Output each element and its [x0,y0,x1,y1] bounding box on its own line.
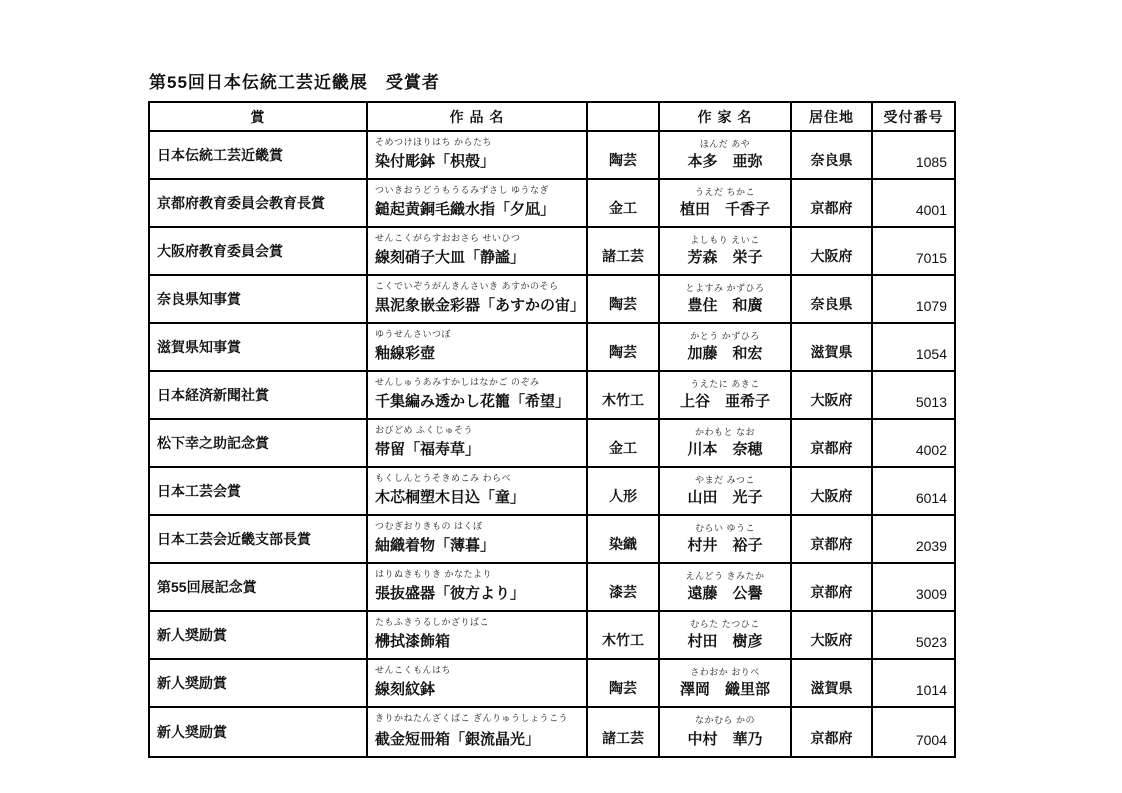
table-row [150,372,954,420]
award-cell: 大阪府教育委員会賞 [150,228,368,274]
reception-number-cell: 5023 [915,634,947,650]
award-cell: 日本経済新聞社賞 [150,372,368,418]
category-cell: 木竹工 [588,372,660,418]
award-cell: 新人奨励賞 [150,612,368,658]
residence-cell: 大阪府 [792,612,873,658]
work-title: 線刻硝子大皿「静謐」 [375,249,526,266]
reception-number-cell: 6014 [915,490,947,506]
work-title: 黒泥象嵌金彩器「あすかの宙」 [375,297,586,314]
artist-name: 村井 裕子 [687,537,763,554]
table-row [150,180,954,228]
reception-number-cell: 1014 [915,682,947,698]
artist-cell [660,372,792,418]
work-cell [368,228,588,274]
header-cell-award: 賞 [150,103,368,130]
artist-furigana: やまだ みつこ [695,475,755,485]
category-cell: 陶芸 [588,324,660,370]
category-cell: 諸工芸 [588,708,660,756]
award-cell: 新人奨励賞 [150,708,368,756]
work-furigana: そめつけほりはち からたち [375,137,493,147]
header-cell-number: 受付番号 [883,108,944,125]
category-cell: 人形 [588,468,660,514]
page-title: 第55回日本伝統工芸近畿展 受賞者 [149,73,440,92]
category-cell: 金工 [588,420,660,466]
work-cell [368,276,588,322]
reception-number-cell: 2039 [915,538,947,554]
category-cell: 木竹工 [588,612,660,658]
artist-furigana: よしもり えいこ [690,235,760,245]
award-cell: 滋賀県知事賞 [150,324,368,370]
table-row [150,708,954,756]
residence-cell: 大阪府 [792,468,873,514]
artist-cell [660,420,792,466]
reception-number-cell: 3009 [915,586,947,602]
category-cell: 金工 [588,180,660,226]
residence-cell: 京都府 [792,180,873,226]
artist-name: 川本 奈穂 [687,441,763,458]
work-furigana: おびどめ ふくじゅそう [375,425,474,435]
reception-number-cell: 1085 [915,154,947,170]
work-title: 釉線彩壺 [375,345,436,362]
table-row [150,276,954,324]
artist-furigana: さわおか おりべ [690,667,760,677]
residence-cell: 京都府 [792,708,873,756]
work-title: 帯留「福寿草」 [375,441,481,458]
residence-cell: 大阪府 [792,228,873,274]
work-title: 線刻紋鉢 [375,681,436,698]
artist-name: 中村 華乃 [687,731,763,748]
artist-cell [660,708,792,756]
artist-cell [660,132,792,178]
artist-furigana: えんどう きみたか [685,571,765,581]
header-cell-residence: 居住地 [792,103,873,130]
work-title: 千集編み透かし花籠「希望」 [375,393,571,410]
award-cell: 松下幸之助記念賞 [150,420,368,466]
artist-name: 芳森 栄子 [687,249,763,266]
residence-cell: 大阪府 [792,372,873,418]
residence-cell: 京都府 [792,516,873,562]
work-title: 紬織着物「薄暮」 [375,537,496,554]
residence-cell: 京都府 [792,420,873,466]
table-row [150,228,954,276]
work-title: 截金短冊箱「銀流晶光」 [375,731,541,748]
table-body [150,132,954,756]
award-cell: 第55回展記念賞 [150,564,368,610]
table-row [150,516,954,564]
work-furigana: きりかねたんざくばこ ぎんりゅうしょうこう [375,713,569,723]
work-cell [368,708,588,756]
category-cell: 諸工芸 [588,228,660,274]
work-title: 梻拭漆飾箱 [375,633,451,650]
award-cell: 日本工芸会賞 [150,468,368,514]
work-furigana: はりぬきもりき かなたより [375,569,493,579]
table-header-row [150,103,954,132]
work-cell [368,324,588,370]
artist-furigana: かとう かずひろ [690,331,760,341]
residence-cell: 奈良県 [792,132,873,178]
residence-cell: 京都府 [792,564,873,610]
header-cell-artist: 作 家 名 [660,103,792,130]
artist-cell [660,324,792,370]
reception-number-cell: 1054 [915,346,947,362]
residence-cell: 滋賀県 [792,324,873,370]
category-cell: 漆芸 [588,564,660,610]
work-cell [368,516,588,562]
reception-number-cell: 1079 [915,298,947,314]
reception-number-cell: 7004 [915,732,947,748]
award-cell: 日本工芸会近畿支部長賞 [150,516,368,562]
work-furigana: つむぎおりきもの はくぼ [375,521,483,531]
artist-furigana: むらた たつひこ [690,619,760,629]
artist-name: 山田 光子 [687,489,763,506]
work-title: 張抜盛器「彼方より」 [375,585,526,602]
work-cell [368,468,588,514]
artist-name: 豊住 和廣 [687,297,763,314]
awards-table [148,101,956,758]
table-row [150,468,954,516]
work-cell [368,372,588,418]
artist-cell [660,564,792,610]
header-cell-category [588,103,660,130]
reception-number-cell: 4002 [915,442,947,458]
artist-name: 植田 千香子 [679,201,770,218]
reception-number-cell: 7015 [915,250,947,266]
artist-cell [660,276,792,322]
award-cell: 京都府教育委員会教育長賞 [150,180,368,226]
artist-name: 村田 樹彦 [687,633,763,650]
work-title: 染付彫鉢「枳殻」 [375,153,496,170]
artist-furigana: ほんだ あや [699,139,751,149]
artist-furigana: うえだ ちかこ [694,187,755,197]
work-cell [368,420,588,466]
work-cell [368,660,588,706]
artist-furigana: かわもと なお [694,427,755,437]
table-row [150,420,954,468]
category-cell: 陶芸 [588,276,660,322]
work-cell [368,612,588,658]
work-furigana: もくしんとうそきめこみ わらべ [375,473,512,483]
artist-name: 上谷 亜希子 [679,393,770,410]
artist-cell [660,180,792,226]
work-cell [368,180,588,226]
artist-name: 加藤 和宏 [687,345,763,362]
artist-cell [660,660,792,706]
table-row [150,132,954,180]
work-title: 鎚起黄銅毛織水指「夕凪」 [375,201,556,218]
category-cell: 陶芸 [588,660,660,706]
header-cell-work: 作 品 名 [368,103,588,130]
work-furigana: せんこくがらすおおさら せいひつ [375,233,521,243]
artist-cell [660,612,792,658]
artist-name: 遠藤 公譽 [687,585,763,602]
artist-cell [660,228,792,274]
artist-furigana: むらい ゆうこ [694,523,755,533]
artist-name: 澤岡 織里部 [679,681,770,698]
category-cell: 陶芸 [588,132,660,178]
work-title: 木芯桐塑木目込「童」 [375,489,526,506]
table-row [150,612,954,660]
reception-number-cell: 5013 [915,394,947,410]
table-row [150,660,954,708]
work-cell [368,132,588,178]
work-furigana: たもふきうるしかざりばこ [375,617,490,627]
award-cell: 日本伝統工芸近畿賞 [150,132,368,178]
document-content [148,68,956,758]
artist-cell [660,516,792,562]
table-row [150,324,954,372]
work-furigana: せんしゅうあみすかしはなかご のぞみ [375,377,540,387]
category-cell: 染織 [588,516,660,562]
work-furigana: ついきおうどうもうるみずさし ゆうなぎ [375,185,550,195]
artist-furigana: なかむら かの [694,715,755,725]
work-cell [368,564,588,610]
artist-cell [660,468,792,514]
table-row [150,564,954,612]
residence-cell: 滋賀県 [792,660,873,706]
award-cell: 新人奨励賞 [150,660,368,706]
artist-furigana: とよすみ かずひろ [685,283,765,293]
artist-name: 本多 亜弥 [687,153,763,170]
award-cell: 奈良県知事賞 [150,276,368,322]
residence-cell: 奈良県 [792,276,873,322]
reception-number-cell: 4001 [915,202,947,218]
work-furigana: せんこくもんはち [375,665,452,675]
work-furigana: ゆうせんさいつぼ [375,329,452,339]
artist-furigana: うえたに あきこ [690,379,760,389]
work-furigana: こくでいぞうがんきんさいき あすかのそら [375,281,559,291]
